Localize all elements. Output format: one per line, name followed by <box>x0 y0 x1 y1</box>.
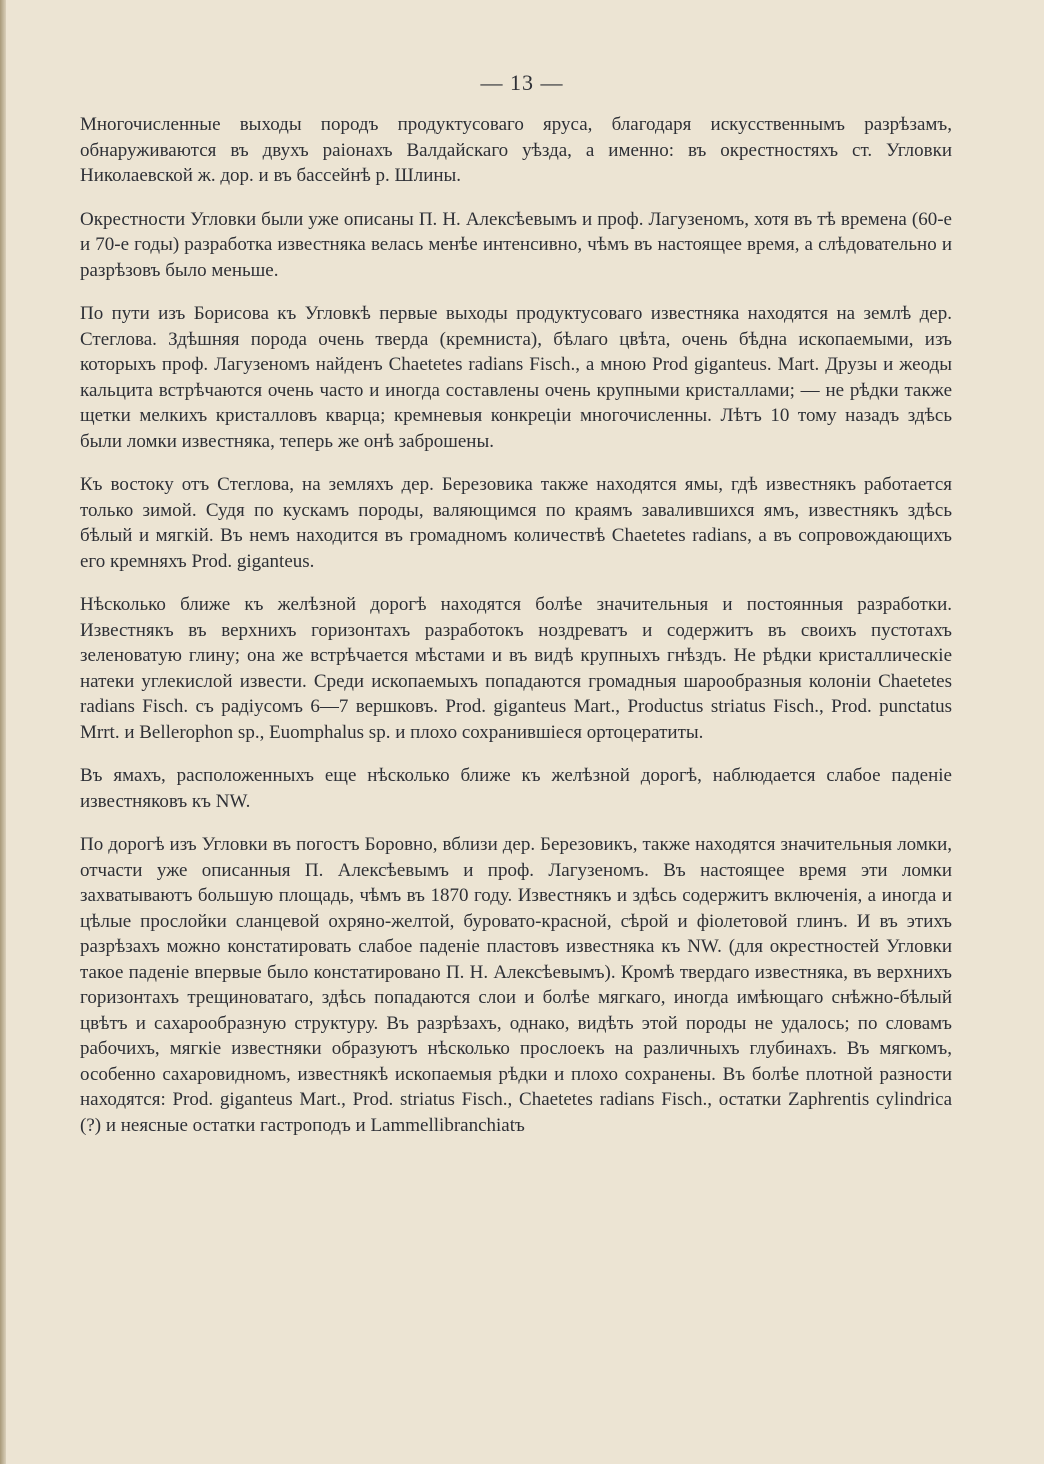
paragraph-3: По пути изъ Борисова къ Угловкѣ первые выходы продуктусоваго известняка находятся на землѣ дер. Стеглова. Здѣшняя порода очень тверда (кремниста), бѣлаго цвѣта, очень бѣдна ископаемыми, изъ которыхъ проф. Лагузеномъ найденъ Chaetetes radians Fisch., а мною Prod giganteus. Mart. Друзы и жеоды кальцита встрѣчаются очень часто и иногда составлены очень крупными кристаллами; — не рѣдки также щетки мелкихъ кристалловъ кварца; кремневыя конкреціи многочисленны. Лѣтъ 10 тому назадъ здѣсь были ломки известняка, теперь же онѣ заброшены. <box>80 303 952 452</box>
text-body <box>80 112 952 1156</box>
page-number: — 13 — <box>480 70 564 95</box>
paragraph-4: Къ востоку отъ Стеглова, на земляхъ дер. Березовика также находятся ямы, гдѣ известнякъ работается только зимой. Судя по кускамъ породы, валяющимся по краямъ завалившихся ямъ, известнякъ здѣсь бѣлый и мягкій. Въ немъ находится въ громадномъ количествѣ Chaetetes radians, а въ сопровождающихъ его кремняхъ Prod. giganteus. <box>80 474 952 572</box>
paragraph-6: Въ ямахъ, расположенныхъ еще нѣсколько ближе къ желѣзной дорогѣ, наблюдается слабое паденіе известняковъ къ NW. <box>80 765 952 812</box>
paragraph-7: По дорогѣ изъ Угловки въ погостъ Боровно, вблизи дер. Березовикъ, также находятся значительныя ломки, отчасти уже описанныя П. Алексѣевымъ и проф. Лагузеномъ. Въ настоящее время эти ломки захватываютъ большую площадь, чѣмъ въ 1870 году. Известнякъ и здѣсь содержитъ включенія, а иногда и цѣлые прослойки сланцевой охряно-желтой, буровато-красной, сѣрой и фіолетовой глинъ. И въ этихъ разрѣзахъ можно констатировать слабое паденіе пластовъ известняка къ NW. (для окрестностей Угловки такое паденіе впервые было констатировано П. Н. Алексѣевымъ). Кромѣ твердаго известняка, въ верхнихъ горизонтахъ трещиноватаго, здѣсь попадаются слои и болѣе мягкаго, иногда имѣющаго снѣжно-бѣлый цвѣтъ и сахарообразную структуру. Въ разрѣзахъ, однако, видѣть этой породы не удалось; по словамъ рабочихъ, мягкіе известняки образуютъ нѣсколько прослоекъ на различныхъ глубинахъ. Въ мягкомъ, особенно сахаровидномъ, известнякѣ ископаемыя рѣдки и плохо сохранены. Въ болѣе плотной разности находятся: Prod. giganteus Mart., Prod. striatus Fisch., Chaetetes radians Fisch., остатки Zaphrentis cylindrica (?) и неясные остатки гастроподъ и Lammellibranchiatъ <box>80 834 952 1136</box>
paragraph-1: Многочисленные выходы породъ продуктусоваго яруса, благодаря искусственнымъ разрѣзамъ, обнаруживаются въ двухъ раіонахъ Валдайскаго уѣзда, а именно: въ окрестностяхъ ст. Угловки Николаевской ж. дор. и въ бассейнѣ р. Шлины. <box>80 114 952 186</box>
paragraph-5: Нѣсколько ближе къ желѣзной дорогѣ находятся болѣе значительныя и постоянныя разработки. Известнякъ въ верхнихъ горизонтахъ разработокъ ноздреватъ и содержитъ въ своихъ пустотахъ зеленоватую глину; она же встрѣчается мѣстами и въ видѣ крупныхъ гнѣздъ. Не рѣдки кристаллическіе натеки углекислой извести. Среди ископаемыхъ попадаются громадныя шарообразныя колоніи Chaetetes radians Fisch. съ радіусомъ 6—7 вершковъ. Prod. giganteus Mart., Productus striatus Fisch., Prod. punctatus Mrrt. и Bellerophon sp., Euomphalus sp. и плохо сохранившіеся ортоцератиты. <box>80 594 952 743</box>
page-edge-shadow <box>0 0 6 1464</box>
paragraph-2: Окрестности Угловки были уже описаны П. Н. Алексѣевымъ и проф. Лагузеномъ, хотя въ тѣ времена (60-е и 70-е годы) разработка известняка велась менѣе интенсивно, чѣмъ въ настоящее время, а слѣдовательно и разрѣзовъ было меньше. <box>80 208 952 281</box>
